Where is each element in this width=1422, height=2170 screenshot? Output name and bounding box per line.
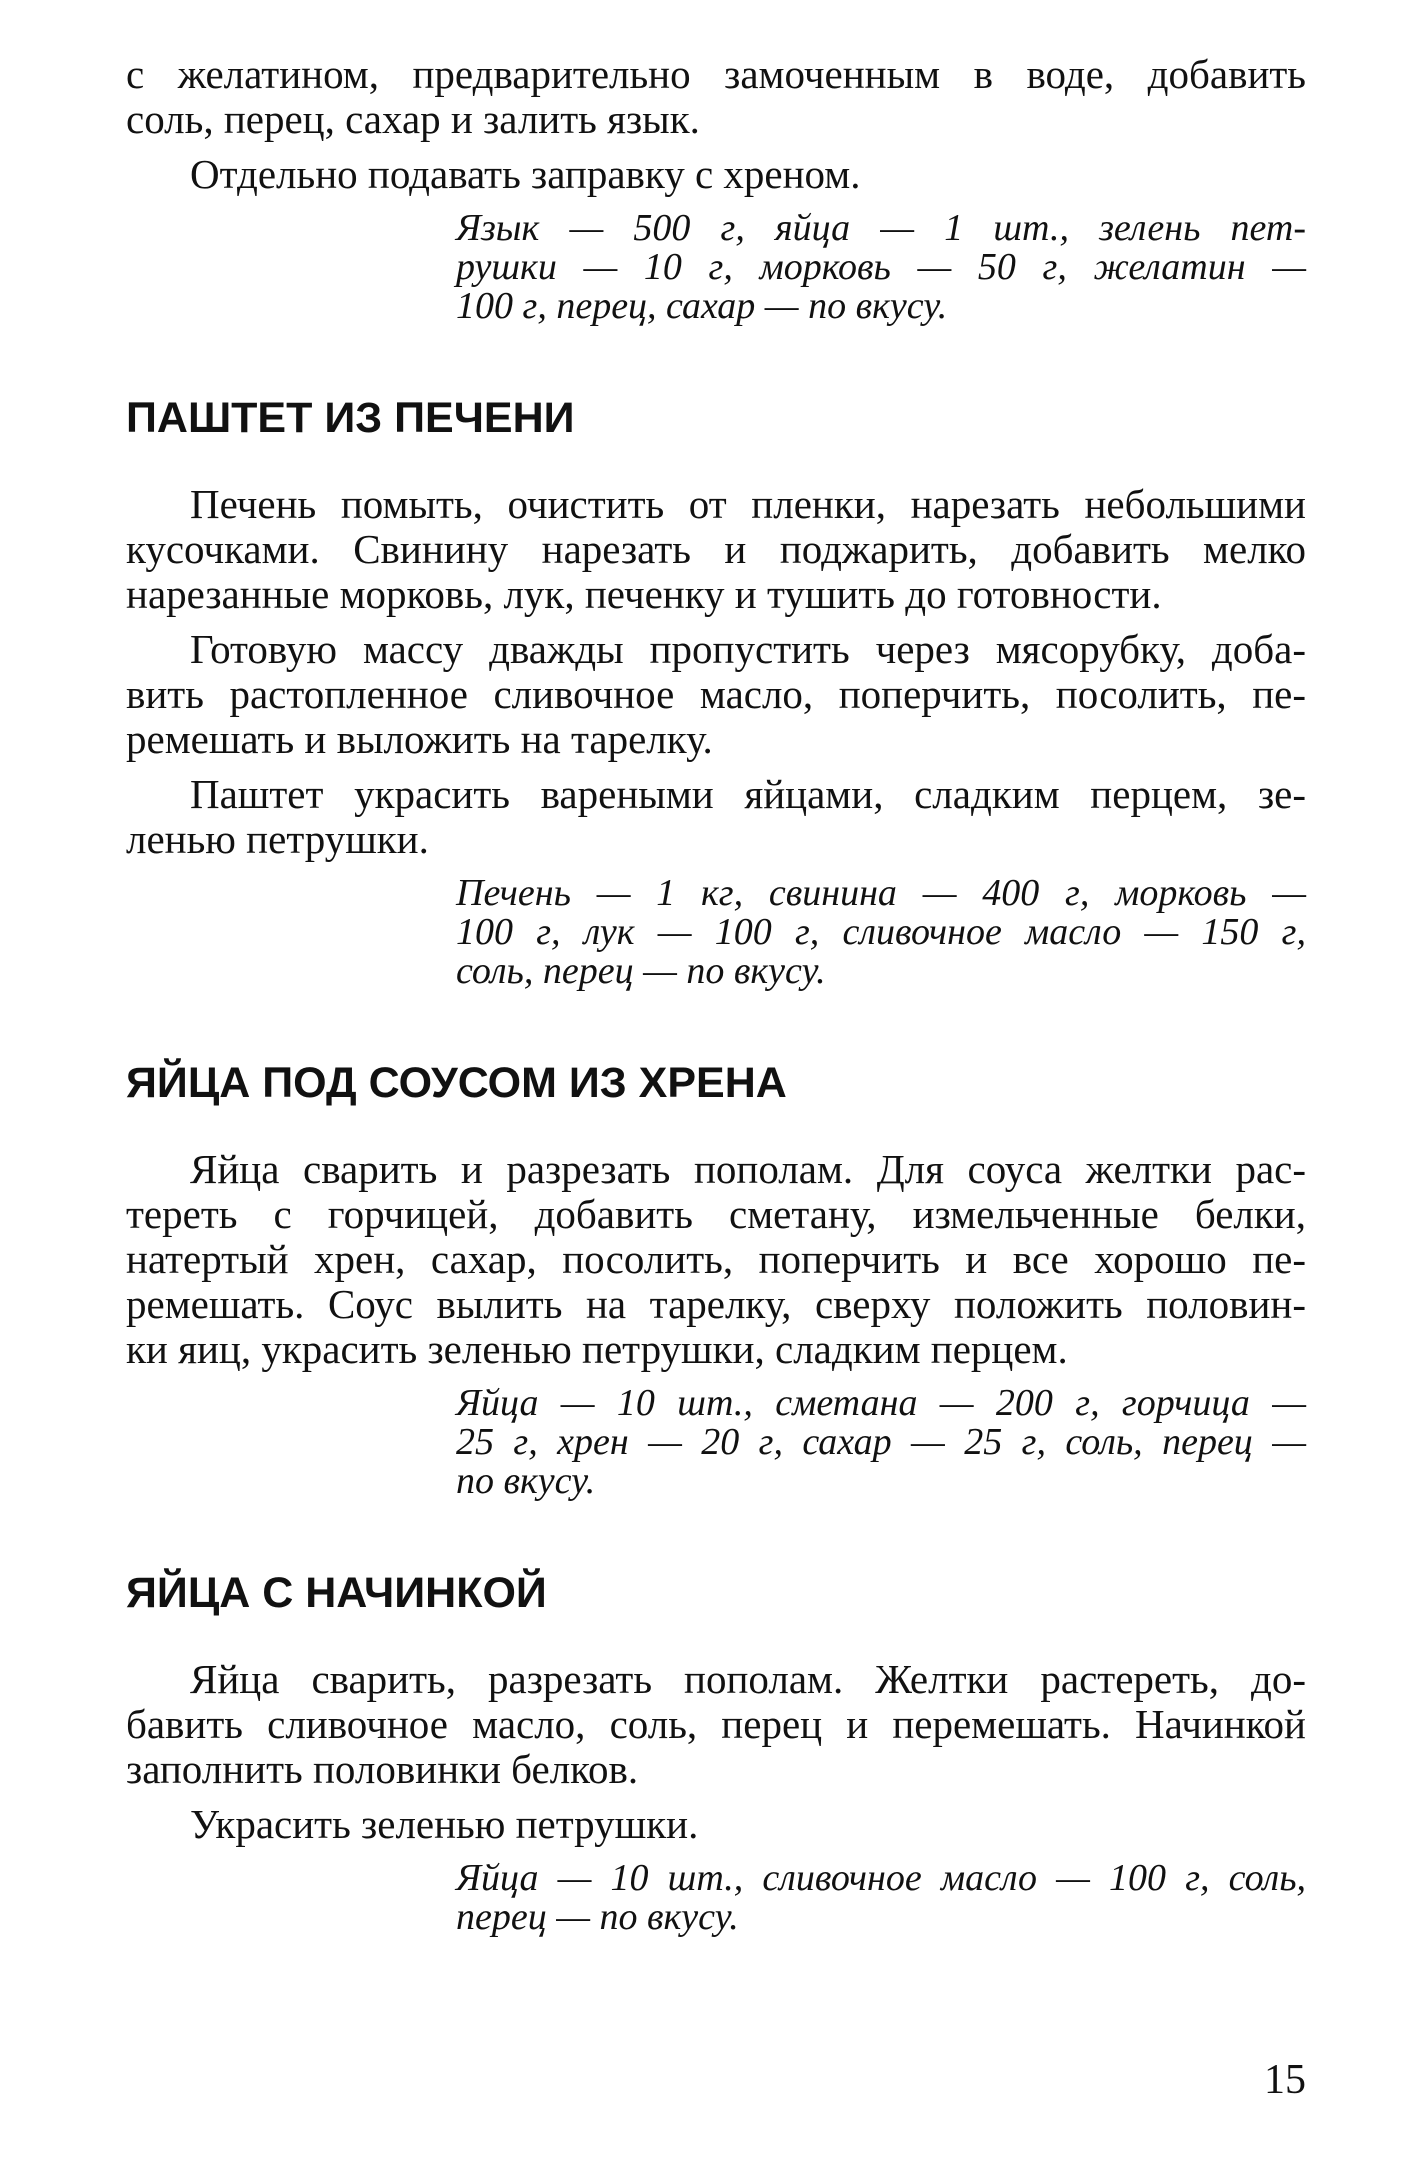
text-line: Украсить зеленью петрушки. (190, 1801, 699, 1847)
text-line: Яйца сварить, разрезать пополам. Желтки растереть, до- (190, 1656, 1306, 1702)
ingredient-line: перец — по вкусу. (456, 1896, 739, 1938)
text-line: ремешать и выложить на тарелку. (126, 716, 713, 762)
ingredient-line: по вкусу. (456, 1460, 596, 1502)
text-line: кусочками. Свинину нарезать и поджарить, добавить мелко (126, 526, 1306, 572)
text-line: бавить сливочное масло, соль, перец и перемешать. Начинкой (126, 1701, 1306, 1747)
ingredient-line: Яйца — 10 шт., сметана — 200 г, горчица — (456, 1382, 1306, 1424)
ingredients-block (456, 1859, 1306, 1937)
ingredient-line: 100 г, лук — 100 г, сливочное масло — 150 г, (456, 911, 1306, 953)
page-number: 15 (1264, 2057, 1306, 2103)
recipe-paragraph (126, 482, 1306, 617)
recipe-paragraph (126, 1147, 1306, 1372)
text-line: заполнить половинки белков. (126, 1746, 639, 1792)
intro-paragraph (126, 52, 1306, 142)
ingredients-block (456, 1384, 1306, 1501)
recipe-paragraph (126, 627, 1306, 762)
serving-paragraph (126, 152, 1306, 197)
text-line: с желатином, предварительно замоченным в воде, добавить (126, 51, 1306, 97)
ingredient-line: соль, перец — по вкусу. (456, 950, 826, 992)
recipe-paragraph (126, 1802, 1306, 1847)
recipe-title: ЯЙЦА ПОД СОУСОМ ИЗ ХРЕНА (126, 1059, 787, 1107)
text-line: Яйца сварить и разрезать пополам. Для соуса желтки рас- (190, 1146, 1306, 1192)
text-line: соль, перец, сахар и залить язык. (126, 96, 700, 142)
text-line: нарезанные морковь, лук, печенку и тушить до готовности. (126, 571, 1162, 617)
ingredient-line: рушки — 10 г, морковь — 50 г, желатин — (456, 246, 1306, 288)
text-line: натертый хрен, сахар, посолить, поперчить и все хорошо пе- (126, 1236, 1306, 1282)
ingredients-block (456, 874, 1306, 991)
ingredients-block (456, 209, 1306, 326)
text-line: ремешать. Соус вылить на тарелку, сверху положить половин- (126, 1281, 1306, 1327)
ingredient-line: 25 г, хрен — 20 г, сахар — 25 г, соль, перец — (456, 1421, 1306, 1463)
ingredient-line: Печень — 1 кг, свинина — 400 г, морковь — (456, 872, 1306, 914)
text-line: Паштет украсить вареными яйцами, сладким перцем, зе- (190, 771, 1306, 817)
text-line: Печень помыть, очистить от пленки, нарезать небольшими (190, 481, 1306, 527)
recipe-paragraph (126, 1657, 1306, 1792)
ingredient-line: Язык — 500 г, яйца — 1 шт., зелень пет- (456, 207, 1306, 249)
recipe-title: ПАШТЕТ ИЗ ПЕЧЕНИ (126, 394, 575, 442)
recipe-paragraph (126, 772, 1306, 862)
text-line: ленью петрушки. (126, 816, 429, 862)
recipe-title: ЯЙЦА С НАЧИНКОЙ (126, 1569, 547, 1617)
ingredient-line: 100 г, перец, сахар — по вкусу. (456, 285, 948, 327)
text-line: Готовую массу дважды пропустить через мясорубку, доба- (190, 626, 1306, 672)
text-line: вить растопленное сливочное масло, поперчить, посолить, пе- (126, 671, 1306, 717)
ingredient-line: Яйца — 10 шт., сливочное масло — 100 г, соль, (456, 1857, 1306, 1899)
text-line: Отдельно подавать заправку с хреном. (190, 151, 861, 197)
text-line: ки яиц, украсить зеленью петрушки, сладким перцем. (126, 1326, 1068, 1372)
text-line: тереть с горчицей, добавить сметану, измельченные белки, (126, 1191, 1306, 1237)
book-page (126, 52, 1306, 1937)
